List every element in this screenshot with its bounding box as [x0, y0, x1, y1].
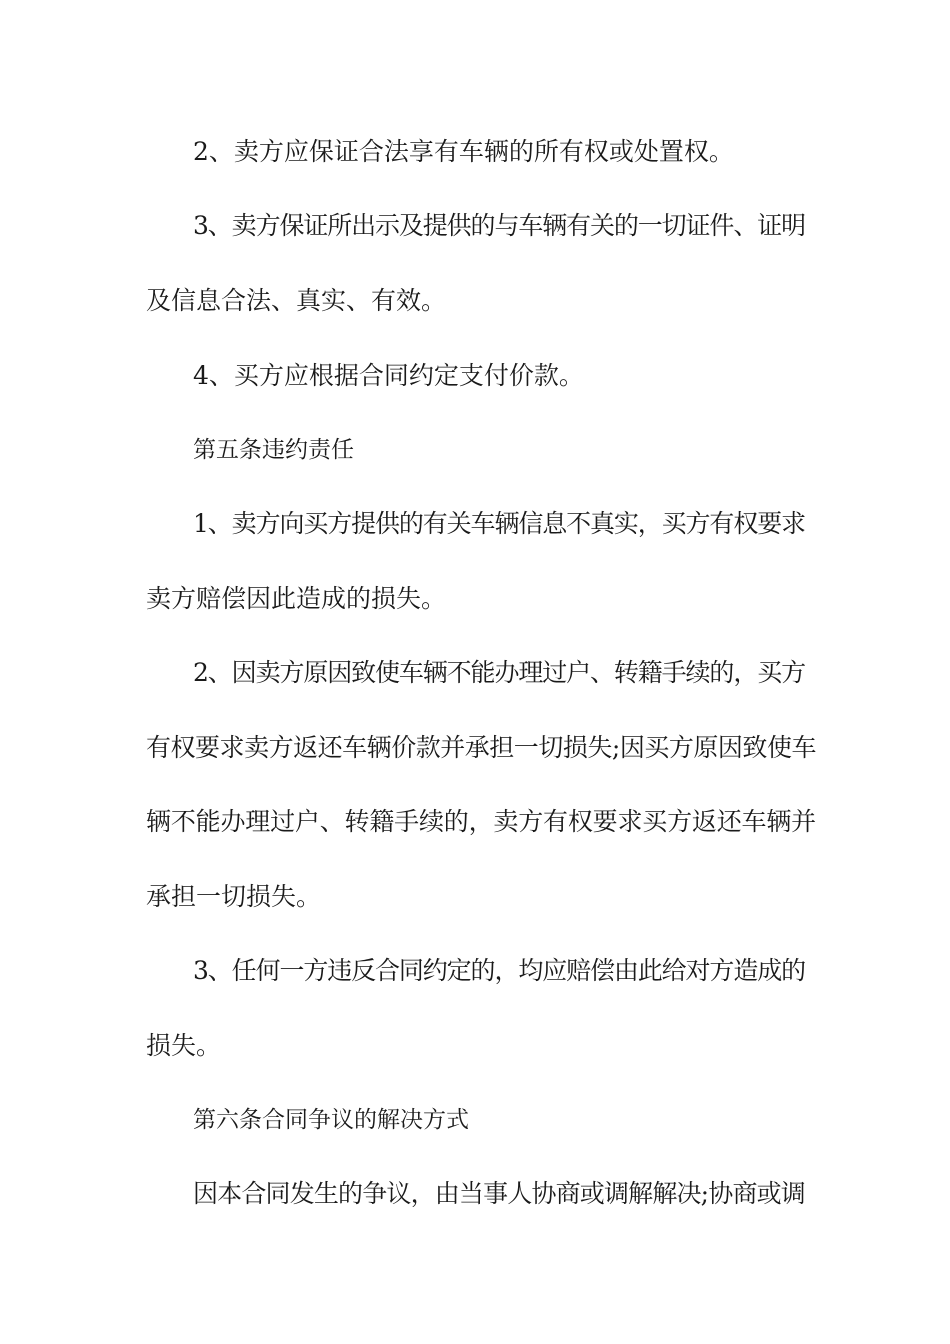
- clause-5-2-line-4: 承担一切损失。: [146, 882, 322, 911]
- section-heading-6: 第六条合同争议的解决方式: [193, 1107, 469, 1133]
- clause-5-2-line-3: 辆不能办理过户、转籍手续的，卖方有权要求买方返还车辆并: [146, 807, 816, 836]
- clause-5-3-line-2: 损失。: [146, 1031, 222, 1060]
- clause-5-2-line-2: 有权要求卖方返还车辆价款并承担一切损失;因买方原因致使车: [146, 733, 816, 762]
- clause-5-1-line-2: 卖方赔偿因此造成的损失。: [146, 584, 447, 613]
- clause-4-3-line-1: 3、卖方保证所出示及提供的与车辆有关的一切证件、证明: [193, 211, 805, 240]
- clause-5-2-line-1: 2、因卖方原因致使车辆不能办理过户、转籍手续的，买方: [193, 658, 805, 687]
- clause-4-4: 4、买方应根据合同约定支付价款。: [193, 361, 584, 390]
- section-heading-5: 第五条违约责任: [193, 437, 354, 463]
- clause-4-3-line-2: 及信息合法、真实、有效。: [146, 286, 447, 315]
- clause-5-1-line-1: 1、卖方向买方提供的有关车辆信息不真实，买方有权要求: [193, 509, 805, 538]
- clause-6-line-1: 因本合同发生的争议，由当事人协商或调解解决;协商或调: [193, 1179, 805, 1208]
- clause-4-2: 2、卖方应保证合法享有车辆的所有权或处置权。: [193, 137, 734, 166]
- clause-5-3-line-1: 3、任何一方违反合同约定的，均应赔偿由此给对方造成的: [193, 956, 805, 985]
